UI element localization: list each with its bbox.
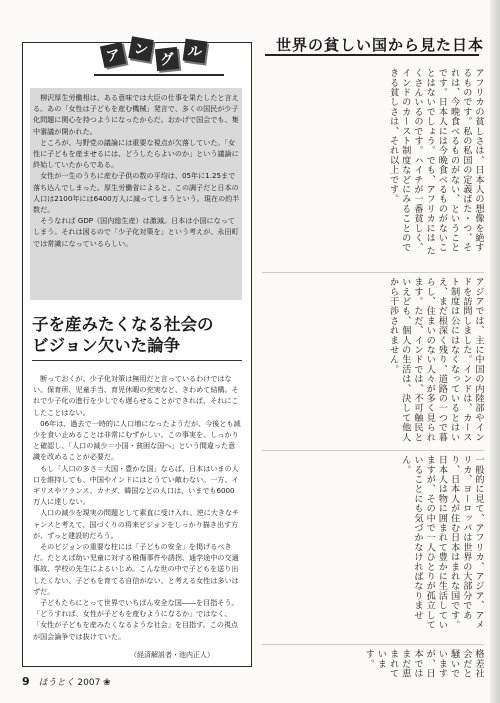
- column-label-rule: [94, 74, 224, 76]
- article-headline: [32, 314, 242, 356]
- right-article-body: [262, 64, 484, 678]
- vertical-text: 一般的に見て、アフリカ、アジア、アメリカ、ヨーロッパは世界の大部分であり、日本人が住む日本はまれな国です。日本人は物に囲まれて豊かに生活していますが、その中で一人ひとりが孤立していることにも気づかなければなりません。: [399, 455, 484, 630]
- page-spine-shadow: [490, 0, 500, 703]
- headline-rule: [32, 360, 242, 361]
- body-paragraph: 人口の減少を現実の問題として素直に受け入れ、逆に大きなチャンスと考えて、国づくりの将来ビジョンをしっかり描き出す方が、ずっと建設的だろう。: [33, 508, 240, 540]
- intro-paragraph: そうなれば GDP（国内総生産）は激減。日本は小国になってしまう。それは困るので「少子化対策を」という考えが、永田町では常識になっているらしい。: [33, 216, 239, 248]
- intro-paragraph: 柳沢厚生労働相は、ある意味では大臣の仕事を果たしたと言える。あの「女性は子どもを産む機械」発言で、多くの国民が少子化問題に関心を持つようになったからだ。おかげで国会でも、集中審議が開かれた。: [33, 93, 239, 136]
- column-label-char: ア: [100, 42, 126, 68]
- right-article-title: 世界の貧しい国から見た日本: [276, 36, 485, 54]
- page-footer: [22, 675, 111, 688]
- column-label-char: ン: [128, 36, 153, 61]
- vertical-text: 格差社会だと騒いでいますが、日本ではまだ恵まれています。: [363, 649, 484, 679]
- vertical-text: アジアでは、主に中国の内陸部やインドを訪問しました。インドは、カースト制度は公にはなくなっているとはいえ、まだ根深く残り、道路の一つで暮らし、住まいのない人々が多く見られます。ただ、インドでは、不可触民といえども、個人の生活は、決して他人から干渉されません。: [387, 277, 484, 442]
- issue-label: 2007 ❀: [77, 678, 111, 688]
- author-signature: （経済解説者・池内正人）: [130, 651, 214, 659]
- intro-paragraph: 女性が一生のうちに産む子供の数の平均は、05年に1.25まで落ち込んでしまった。厚生労働省によると、この調子だと日本の人口は2100年には6400万人に減ってしまうという。現在の約半数だ。: [33, 171, 240, 215]
- headline-line: 子を産みたくなる社会の: [32, 315, 214, 334]
- body-paragraph: そのビジョンの重要な柱には「子どもの安全」を掲げるべきだ。たとえば幼い児童に対する稚傷事件や誘拐、通学途中の交通事故、学校の先生によるいじめ。こんな世の中で子どもを送り出したくない、子どもを育てる自信がない、と考える女性は多いはずだ。: [33, 542, 239, 596]
- headline-line: ビジョン欠いた論争: [32, 336, 181, 355]
- intro-text: [33, 92, 241, 249]
- vertical-text-row: [262, 644, 484, 679]
- magazine-logo: ほうとく: [38, 678, 75, 688]
- body-paragraph: もし「人口の多さ＝大国・豊かな国」ならば、日本はいまの人口を維持しても、中国やインドにはとうてい敵わない。一方、イギリスやフランス、カナダ、韓国などの人口は、いまでも6000万人に達しない。: [33, 463, 239, 507]
- body-paragraph: 断っておくが、少子化対策は無用だと言っているわけではない。保育所、児童手当、育児休暇の充実など、きわめて結構。それで少子化の進行を少しでも遅らせることができれば、それにこしたことはない。: [33, 374, 239, 417]
- column-label-char: グ: [155, 47, 179, 71]
- column-label: [92, 32, 232, 92]
- vertical-text-row: [262, 64, 484, 254]
- body-paragraph: 子どもたちにとって世界でいちばん安全な国――を目指そう。「どうすれば、女性が子どもを産むようになるか」ではなく、「女性が子どもを産みたくなるような社会」を目指す。この視点が国会論争では抜けていた。: [33, 598, 239, 641]
- body-paragraph: 06年は、過去で一時的に人口増になったようだが、今後とも減少を食い止めることは非常にむずかしい。この事実を、しっかりと確認し、「人口の減少＝小国・貧困な国へ」という間違った意識を改めることが必要だ。: [33, 418, 241, 462]
- article-body: [33, 373, 241, 642]
- vertical-text-row: [262, 272, 484, 441]
- page-number: 9: [22, 675, 30, 688]
- vertical-text-row: [262, 450, 484, 631]
- column-label-char: ル: [183, 39, 208, 64]
- vertical-text: アフリカの貧しさは、日本人の想像を絶するものです。私の私国の定義ばた・つ、それは、今晩食べるものがない、ということです。日本人には今晩食べるものがないことはないでしょう。でも、アフリカには たくさんいるのです。ハイチが一番貧しく、インドのカースト制度などにみることのできる貧しさは、それ以上です。: [387, 68, 484, 256]
- intro-paragraph: ところが、与野党の議論には重要な視点が欠落していた。「女性に子どもを産ませるには、どうしたらよいのか」という議論に終始していたからである。: [33, 137, 239, 170]
